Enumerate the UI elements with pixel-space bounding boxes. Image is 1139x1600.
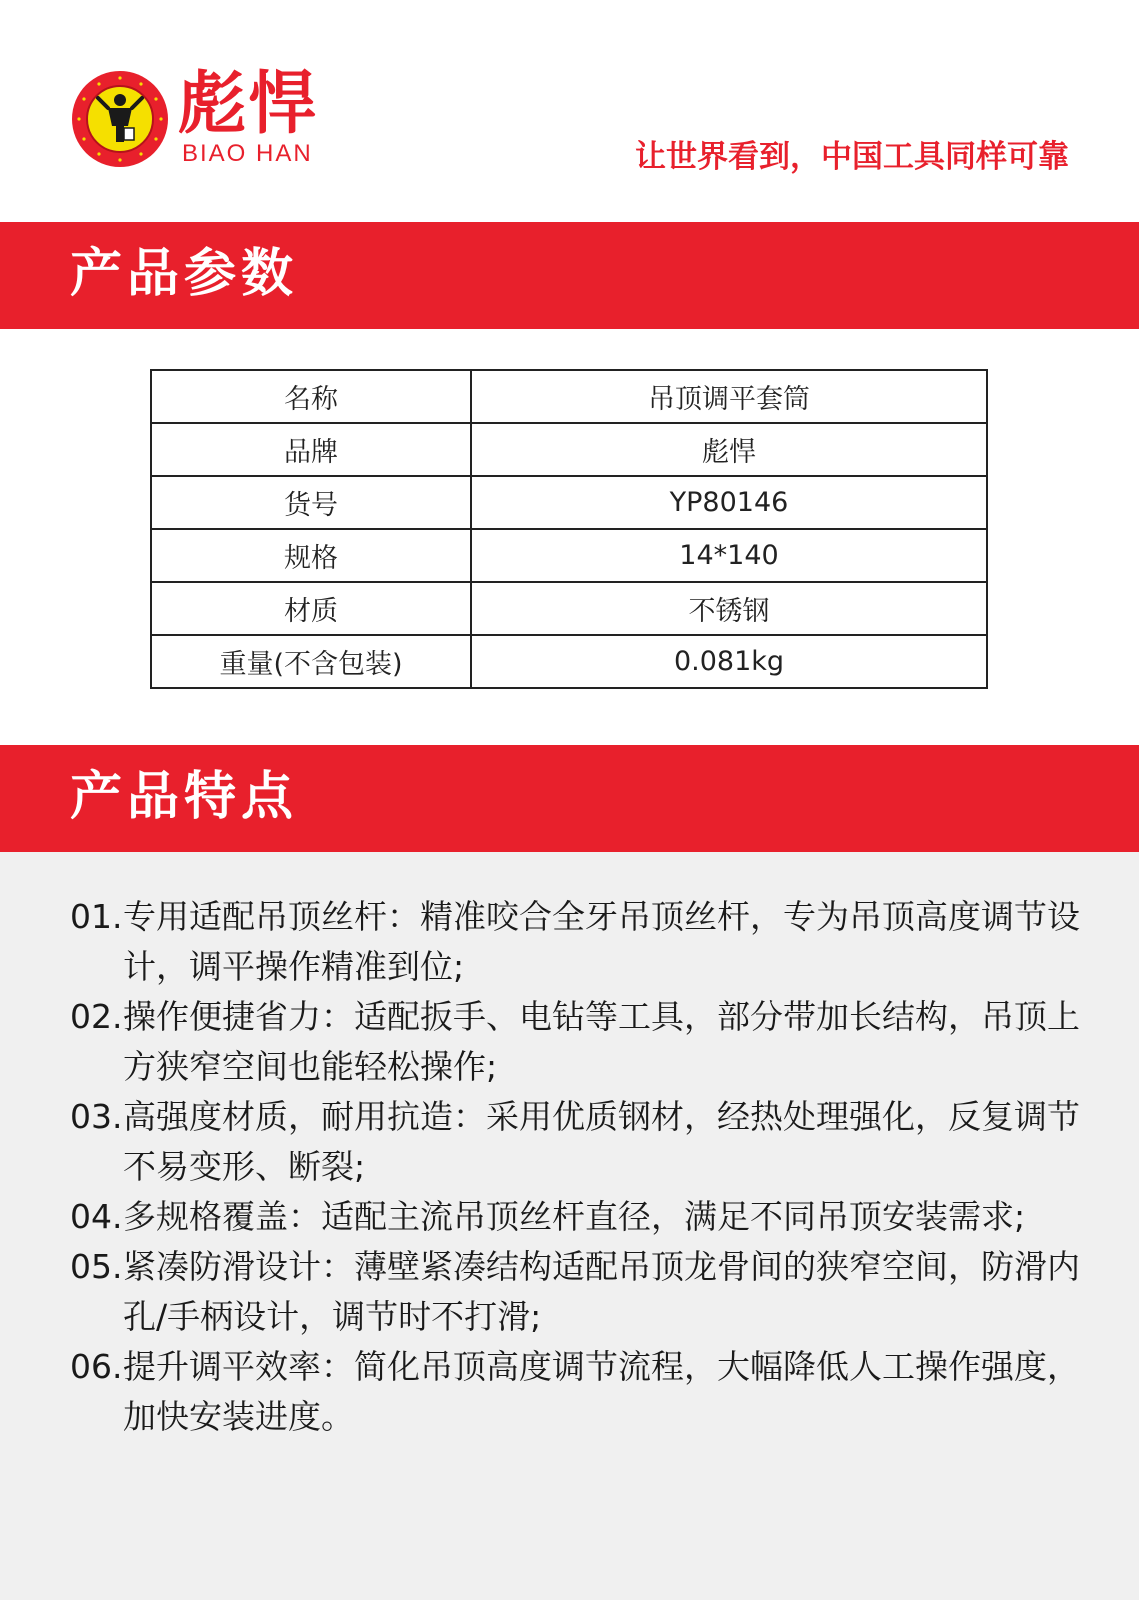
table-row [151, 370, 987, 423]
table-row [151, 582, 987, 635]
list-item [70, 1342, 1080, 1442]
spec-value: YP80146 [471, 476, 987, 529]
feature-number: 02. [70, 997, 123, 1036]
feature-number: 06. [70, 1347, 123, 1386]
feature-text: 专用适配吊顶丝杆：精准咬合全牙吊顶丝杆，专为吊顶高度调节设计，调平操作精准到位; [123, 897, 1080, 986]
params-section-header [0, 222, 1139, 329]
features-section-header [0, 745, 1139, 852]
spec-value: 14*140 [471, 529, 987, 582]
list-item [70, 1192, 1080, 1242]
feature-text: 紧凑防滑设计：薄壁紧凑结构适配吊顶龙骨间的狭窄空间，防滑内孔/手柄设计，调节时不打滑; [123, 1247, 1080, 1336]
spec-key: 规格 [151, 529, 471, 582]
features-area [0, 852, 1139, 1600]
feature-text: 提升调平效率：简化吊顶高度调节流程，大幅降低人工操作强度，加快安装进度。 [123, 1347, 1080, 1436]
header [0, 0, 1139, 222]
spec-key: 货号 [151, 476, 471, 529]
feature-number: 04. [70, 1197, 123, 1236]
brand-name-chinese: 彪悍 [178, 64, 319, 144]
params-section-title: 产品参数 [70, 244, 299, 304]
spec-key: 重量(不含包装) [151, 635, 471, 688]
list-item [70, 992, 1080, 1092]
spec-key: 名称 [151, 370, 471, 423]
feature-number: 03. [70, 1097, 123, 1136]
features-section-title: 产品特点 [70, 767, 299, 827]
feature-text: 操作便捷省力：适配扳手、电钻等工具，部分带加长结构，吊顶上方狭窄空间也能轻松操作; [123, 997, 1080, 1086]
table-row [151, 423, 987, 476]
feature-text: 多规格覆盖：适配主流吊顶丝杆直径，满足不同吊顶安装需求; [123, 1197, 1026, 1236]
brand-slogan: 让世界看到，中国工具同样可靠 [635, 139, 1069, 175]
spec-table [150, 369, 988, 689]
spec-value: 吊顶调平套筒 [471, 370, 987, 423]
list-item [70, 1242, 1080, 1342]
spec-key: 材质 [151, 582, 471, 635]
feature-list [70, 892, 1080, 1442]
spec-value: 不锈钢 [471, 582, 987, 635]
spec-key: 品牌 [151, 423, 471, 476]
feature-number: 01. [70, 897, 123, 936]
table-row [151, 635, 987, 688]
params-area [0, 329, 1139, 745]
table-row [151, 529, 987, 582]
feature-number: 05. [70, 1247, 123, 1286]
spec-value: 彪悍 [471, 423, 987, 476]
brand-name-english: BIAO HAN [182, 140, 313, 167]
feature-text: 高强度材质，耐用抗造：采用优质钢材，经热处理强化，反复调节不易变形、断裂; [123, 1097, 1080, 1186]
list-item [70, 892, 1080, 992]
table-row [151, 476, 987, 529]
brand-emblem-icon [70, 70, 170, 168]
list-item [70, 1092, 1080, 1192]
spec-value: 0.081kg [471, 635, 987, 688]
